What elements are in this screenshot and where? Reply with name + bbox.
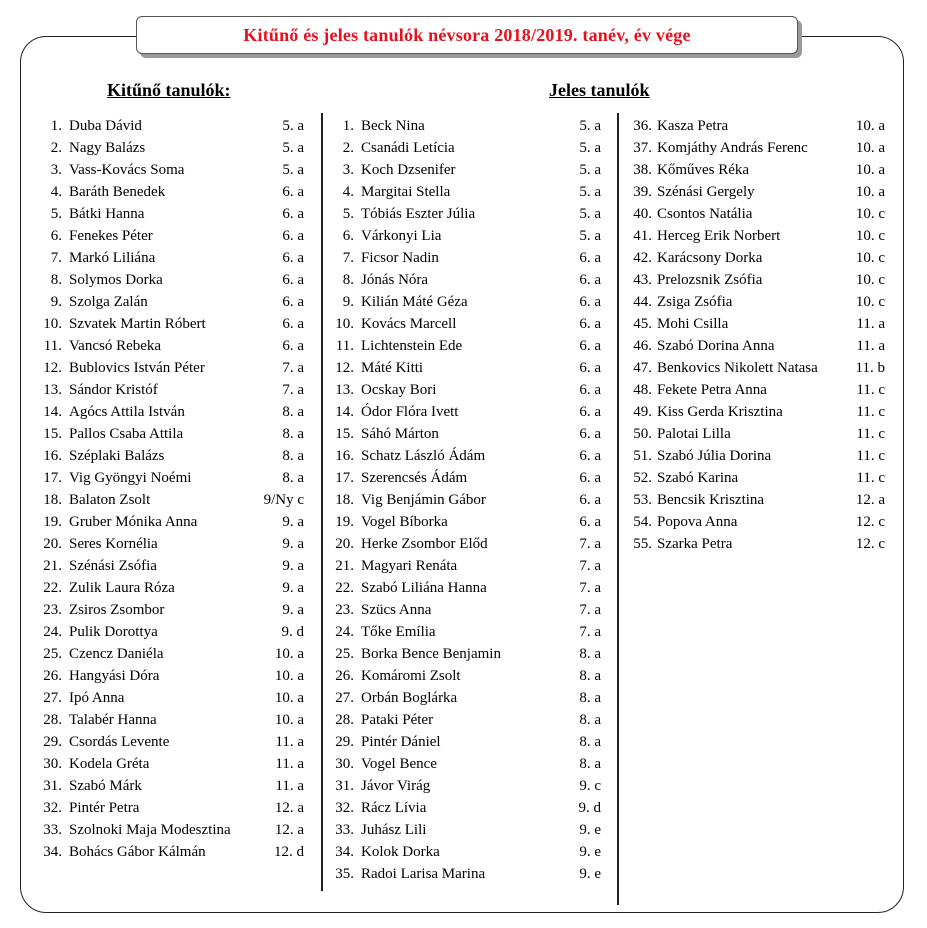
student-class: 9/Ny c bbox=[263, 492, 304, 508]
student-class: 7. a bbox=[579, 602, 601, 618]
student-name: Szarka Petra bbox=[657, 536, 733, 552]
item-number: 17. bbox=[43, 470, 62, 486]
student-name: Zsiros Zsombor bbox=[69, 602, 165, 618]
student-class: 7. a bbox=[579, 624, 601, 640]
student-name: Tőke Emília bbox=[361, 624, 436, 640]
kituno-heading: Kitűnő tanulók: bbox=[107, 80, 231, 100]
item-number: 45. bbox=[633, 316, 652, 332]
student-name: Vig Benjámin Gábor bbox=[361, 492, 486, 508]
item-number: 1. bbox=[50, 118, 62, 134]
item-number: 54. bbox=[633, 514, 652, 530]
item-number: 48. bbox=[633, 382, 652, 398]
student-name: Szénási Zsófia bbox=[69, 558, 157, 574]
student-name: Jónás Nóra bbox=[361, 272, 429, 288]
student-name: Jávor Virág bbox=[361, 778, 431, 794]
item-number: 21. bbox=[43, 558, 62, 574]
student-class: 8. a bbox=[282, 426, 304, 442]
item-number: 30. bbox=[335, 756, 354, 772]
item-number: 12. bbox=[43, 360, 62, 376]
student-name: Borka Bence Benjamin bbox=[361, 646, 501, 662]
student-name: Orbán Boglárka bbox=[361, 690, 458, 706]
student-class: 6. a bbox=[282, 316, 304, 332]
item-number: 19. bbox=[335, 514, 354, 530]
item-number: 11. bbox=[43, 338, 62, 354]
student-name: Popova Anna bbox=[657, 514, 738, 530]
student-name: Herceg Erik Norbert bbox=[657, 228, 781, 244]
student-class: 10. a bbox=[855, 140, 885, 156]
item-number: 3. bbox=[50, 162, 62, 178]
student-class: 9. e bbox=[579, 866, 601, 882]
item-number: 16. bbox=[43, 448, 62, 464]
student-name: Fekete Petra Anna bbox=[657, 382, 767, 398]
item-number: 12. bbox=[335, 360, 354, 376]
student-class: 12. a bbox=[855, 492, 885, 508]
student-class: 12. d bbox=[274, 844, 304, 860]
item-number: 32. bbox=[43, 800, 62, 816]
student-class: 6. a bbox=[579, 272, 601, 288]
student-class: 11. c bbox=[856, 382, 885, 398]
student-class: 5. a bbox=[579, 228, 601, 244]
student-name: Máté Kitti bbox=[361, 360, 424, 376]
student-name: Juhász Lili bbox=[361, 822, 427, 838]
item-number: 26. bbox=[335, 668, 354, 684]
student-name: Ódor Flóra Ivett bbox=[361, 404, 459, 420]
student-name: Agócs Attila István bbox=[69, 404, 185, 420]
student-name: Szücs Anna bbox=[361, 602, 432, 618]
student-name: Ipó Anna bbox=[69, 690, 125, 706]
student-class: 9. a bbox=[282, 602, 304, 618]
student-name: Radoi Larisa Marina bbox=[361, 866, 486, 882]
student-class: 8. a bbox=[282, 448, 304, 464]
student-class: 6. a bbox=[579, 448, 601, 464]
student-name: Bublovics István Péter bbox=[69, 360, 205, 376]
item-number: 9. bbox=[50, 294, 62, 310]
item-number: 47. bbox=[633, 360, 652, 376]
item-number: 42. bbox=[633, 250, 652, 266]
student-name: Baráth Benedek bbox=[69, 184, 166, 200]
student-class: 6. a bbox=[579, 426, 601, 442]
item-number: 20. bbox=[43, 536, 62, 552]
student-name: Csordás Levente bbox=[69, 734, 170, 750]
student-class: 7. a bbox=[579, 580, 601, 596]
item-number: 7. bbox=[50, 250, 62, 266]
student-class: 11. a bbox=[275, 756, 304, 772]
student-class: 10. c bbox=[855, 294, 885, 310]
student-name: Sándor Kristóf bbox=[69, 382, 158, 398]
student-class: 8. a bbox=[579, 690, 601, 706]
item-number: 35. bbox=[335, 866, 354, 882]
student-name: Szénási Gergely bbox=[657, 184, 755, 200]
student-class: 10. c bbox=[855, 228, 885, 244]
student-class: 11. a bbox=[856, 338, 885, 354]
student-class: 10. a bbox=[274, 712, 304, 728]
student-name: Seres Kornélia bbox=[69, 536, 158, 552]
student-name: Fenekes Péter bbox=[69, 228, 153, 244]
student-name: Kovács Marcell bbox=[361, 316, 457, 332]
student-class: 11. b bbox=[855, 360, 885, 376]
student-name: Csanádi Letícia bbox=[361, 140, 455, 156]
student-name: Lichtenstein Ede bbox=[361, 338, 463, 354]
item-number: 33. bbox=[335, 822, 354, 838]
student-name: Benkovics Nikolett Natasa bbox=[657, 360, 818, 376]
student-class: 5. a bbox=[579, 162, 601, 178]
student-class: 10. a bbox=[274, 668, 304, 684]
student-name: Szabó Márk bbox=[69, 778, 142, 794]
student-class: 5. a bbox=[282, 118, 304, 134]
item-number: 32. bbox=[335, 800, 354, 816]
item-number: 31. bbox=[43, 778, 62, 794]
item-number: 5. bbox=[342, 206, 354, 222]
student-class: 6. a bbox=[282, 184, 304, 200]
student-name: Talabér Hanna bbox=[69, 712, 157, 728]
student-name: Karácsony Dorka bbox=[657, 250, 763, 266]
student-class: 10. c bbox=[855, 206, 885, 222]
student-name: Margitai Stella bbox=[361, 184, 451, 200]
student-class: 6. a bbox=[579, 404, 601, 420]
student-name: Pulik Dorottya bbox=[69, 624, 158, 640]
item-number: 18. bbox=[43, 492, 62, 508]
student-class: 8. a bbox=[579, 646, 601, 662]
student-name: Palotai Lilla bbox=[657, 426, 731, 442]
student-class: 5. a bbox=[579, 140, 601, 156]
item-number: 43. bbox=[633, 272, 652, 288]
student-name: Vig Gyöngyi Noémi bbox=[69, 470, 192, 486]
student-name: Duba Dávid bbox=[69, 118, 142, 134]
student-class: 6. a bbox=[579, 360, 601, 376]
student-class: 11. a bbox=[275, 734, 304, 750]
item-number: 29. bbox=[43, 734, 62, 750]
item-number: 28. bbox=[43, 712, 62, 728]
item-number: 5. bbox=[50, 206, 62, 222]
student-name: Pintér Petra bbox=[69, 800, 140, 816]
item-number: 13. bbox=[335, 382, 354, 398]
student-name: Bátki Hanna bbox=[69, 206, 145, 222]
student-class: 6. a bbox=[579, 294, 601, 310]
item-number: 10. bbox=[335, 316, 354, 332]
page-title: Kitűnő és jeles tanulók névsora 2018/2019. tanév, év vége bbox=[243, 24, 691, 45]
student-class: 7. a bbox=[579, 536, 601, 552]
item-number: 33. bbox=[43, 822, 62, 838]
student-name: Herke Zsombor Előd bbox=[361, 536, 488, 552]
student-class: 8. a bbox=[579, 756, 601, 772]
student-name: Balaton Zsolt bbox=[69, 492, 151, 508]
student-class: 12. a bbox=[274, 822, 304, 838]
item-number: 20. bbox=[335, 536, 354, 552]
student-name: Várkonyi Lia bbox=[361, 228, 442, 244]
item-number: 55. bbox=[633, 536, 652, 552]
item-number: 4. bbox=[342, 184, 354, 200]
jeles-heading: Jeles tanulók bbox=[549, 80, 650, 100]
item-number: 15. bbox=[43, 426, 62, 442]
item-number: 44. bbox=[633, 294, 652, 310]
item-number: 40. bbox=[633, 206, 652, 222]
item-number: 19. bbox=[43, 514, 62, 530]
student-class: 7. a bbox=[282, 382, 304, 398]
student-name: Vogel Bíborka bbox=[361, 514, 448, 530]
item-number: 39. bbox=[633, 184, 652, 200]
student-name: Pallos Csaba Attila bbox=[69, 426, 184, 442]
item-number: 46. bbox=[633, 338, 652, 354]
student-name: Pintér Dániel bbox=[361, 734, 441, 750]
item-number: 34. bbox=[335, 844, 354, 860]
student-name: Komjáthy András Ferenc bbox=[657, 140, 808, 156]
item-number: 38. bbox=[633, 162, 652, 178]
student-class: 11. c bbox=[856, 426, 885, 442]
item-number: 17. bbox=[335, 470, 354, 486]
student-name: Komáromi Zsolt bbox=[361, 668, 461, 684]
item-number: 23. bbox=[43, 602, 62, 618]
item-number: 51. bbox=[633, 448, 652, 464]
item-number: 24. bbox=[43, 624, 62, 640]
item-number: 52. bbox=[633, 470, 652, 486]
item-number: 11. bbox=[335, 338, 354, 354]
student-class: 12. a bbox=[274, 800, 304, 816]
student-class: 9. a bbox=[282, 580, 304, 596]
item-number: 22. bbox=[43, 580, 62, 596]
item-number: 22. bbox=[335, 580, 354, 596]
item-number: 7. bbox=[342, 250, 354, 266]
student-class: 9. a bbox=[282, 536, 304, 552]
item-number: 53. bbox=[633, 492, 652, 508]
item-number: 29. bbox=[335, 734, 354, 750]
student-name: Széplaki Balázs bbox=[69, 448, 165, 464]
student-class: 6. a bbox=[579, 382, 601, 398]
student-name: Sáhó Márton bbox=[361, 426, 439, 442]
item-number: 14. bbox=[335, 404, 354, 420]
student-class: 11. c bbox=[856, 404, 885, 420]
student-class: 11. a bbox=[856, 316, 885, 332]
student-class: 6. a bbox=[579, 514, 601, 530]
item-number: 16. bbox=[335, 448, 354, 464]
student-class: 11. a bbox=[275, 778, 304, 794]
student-class: 6. a bbox=[579, 316, 601, 332]
student-class: 5. a bbox=[579, 206, 601, 222]
student-class: 9. e bbox=[579, 844, 601, 860]
student-class: 8. a bbox=[579, 668, 601, 684]
student-class: 6. a bbox=[282, 206, 304, 222]
item-number: 4. bbox=[50, 184, 62, 200]
student-class: 8. a bbox=[579, 712, 601, 728]
student-name: Kiss Gerda Krisztina bbox=[657, 404, 783, 420]
student-class: 10. a bbox=[855, 184, 885, 200]
student-name: Mohi Csilla bbox=[657, 316, 729, 332]
student-class: 8. a bbox=[282, 470, 304, 486]
student-class: 12. c bbox=[855, 514, 885, 530]
student-class: 6. a bbox=[579, 470, 601, 486]
student-name: Vass-Kovács Soma bbox=[69, 162, 185, 178]
student-name: Solymos Dorka bbox=[69, 272, 163, 288]
student-name: Ocskay Bori bbox=[361, 382, 437, 398]
item-number: 25. bbox=[335, 646, 354, 662]
student-class: 10. a bbox=[274, 690, 304, 706]
item-number: 24. bbox=[335, 624, 354, 640]
student-name: Koch Dzsenifer bbox=[361, 162, 456, 178]
item-number: 49. bbox=[633, 404, 652, 420]
student-name: Pataki Péter bbox=[361, 712, 434, 728]
student-class: 6. a bbox=[579, 338, 601, 354]
item-number: 13. bbox=[43, 382, 62, 398]
item-number: 27. bbox=[335, 690, 354, 706]
student-class: 6. a bbox=[282, 338, 304, 354]
item-number: 2. bbox=[342, 140, 354, 156]
student-name: Markó Liliána bbox=[69, 250, 156, 266]
student-name: Szolnoki Maja Modesztina bbox=[69, 822, 231, 838]
student-name: Kilián Máté Géza bbox=[361, 294, 468, 310]
student-class: 12. c bbox=[855, 536, 885, 552]
student-name: Czencz Daniéla bbox=[69, 646, 164, 662]
student-name: Prelozsnik Zsófia bbox=[657, 272, 763, 288]
student-class: 9. c bbox=[579, 778, 601, 794]
item-number: 10. bbox=[43, 316, 62, 332]
student-name: Kasza Petra bbox=[657, 118, 729, 134]
student-name: Beck Nina bbox=[361, 118, 425, 134]
item-number: 25. bbox=[43, 646, 62, 662]
student-class: 6. a bbox=[282, 228, 304, 244]
student-name: Kodela Gréta bbox=[69, 756, 150, 772]
item-number: 31. bbox=[335, 778, 354, 794]
student-class: 5. a bbox=[282, 162, 304, 178]
item-number: 34. bbox=[43, 844, 62, 860]
student-class: 10. a bbox=[274, 646, 304, 662]
student-name: Csontos Natália bbox=[657, 206, 753, 222]
student-class: 7. a bbox=[579, 558, 601, 574]
student-name: Szvatek Martin Róbert bbox=[69, 316, 206, 332]
item-number: 26. bbox=[43, 668, 62, 684]
student-name: Rácz Lívia bbox=[361, 800, 427, 816]
item-number: 21. bbox=[335, 558, 354, 574]
item-number: 1. bbox=[342, 118, 354, 134]
student-name: Szabó Júlia Dorina bbox=[657, 448, 772, 464]
item-number: 9. bbox=[342, 294, 354, 310]
student-class: 10. a bbox=[855, 162, 885, 178]
student-name: Zsiga Zsófia bbox=[657, 294, 733, 310]
item-number: 50. bbox=[633, 426, 652, 442]
student-name: Szolga Zalán bbox=[69, 294, 148, 310]
student-name: Szabó Liliána Hanna bbox=[361, 580, 487, 596]
item-number: 15. bbox=[335, 426, 354, 442]
student-name: Vogel Bence bbox=[361, 756, 437, 772]
title-box bbox=[136, 16, 798, 54]
student-name: Zulik Laura Róza bbox=[69, 580, 175, 596]
student-class: 9. d bbox=[578, 800, 601, 816]
student-class: 7. a bbox=[282, 360, 304, 376]
student-name: Kolok Dorka bbox=[361, 844, 440, 860]
student-name: Nagy Balázs bbox=[69, 140, 146, 156]
item-number: 14. bbox=[43, 404, 62, 420]
item-number: 23. bbox=[335, 602, 354, 618]
student-class: 6. a bbox=[282, 294, 304, 310]
student-class: 5. a bbox=[579, 118, 601, 134]
item-number: 6. bbox=[50, 228, 62, 244]
student-class: 6. a bbox=[282, 272, 304, 288]
student-class: 6. a bbox=[579, 492, 601, 508]
item-number: 36. bbox=[633, 118, 652, 134]
student-class: 5. a bbox=[579, 184, 601, 200]
student-name: Szabó Karina bbox=[657, 470, 739, 486]
student-name: Bencsik Krisztina bbox=[657, 492, 765, 508]
item-number: 28. bbox=[335, 712, 354, 728]
student-name: Szabó Dorina Anna bbox=[657, 338, 775, 354]
student-class: 5. a bbox=[282, 140, 304, 156]
student-class: 6. a bbox=[282, 250, 304, 266]
student-name: Hangyási Dóra bbox=[69, 668, 160, 684]
student-class: 10. c bbox=[855, 250, 885, 266]
item-number: 41. bbox=[633, 228, 652, 244]
item-number: 37. bbox=[633, 140, 652, 156]
item-number: 30. bbox=[43, 756, 62, 772]
student-name: Magyari Renáta bbox=[361, 558, 458, 574]
student-name: Schatz László Ádám bbox=[361, 448, 486, 464]
student-name: Szerencsés Ádám bbox=[361, 470, 468, 486]
student-class: 11. c bbox=[856, 470, 885, 486]
student-name: Tóbiás Eszter Júlia bbox=[361, 206, 476, 222]
item-number: 27. bbox=[43, 690, 62, 706]
student-class: 9. d bbox=[281, 624, 304, 640]
student-class: 10. a bbox=[855, 118, 885, 134]
item-number: 18. bbox=[335, 492, 354, 508]
item-number: 3. bbox=[342, 162, 354, 178]
student-class: 10. c bbox=[855, 272, 885, 288]
student-name: Bohács Gábor Kálmán bbox=[69, 844, 206, 860]
item-number: 6. bbox=[342, 228, 354, 244]
student-class: 6. a bbox=[579, 250, 601, 266]
student-class: 11. c bbox=[856, 448, 885, 464]
student-class: 8. a bbox=[579, 734, 601, 750]
student-name: Kőműves Réka bbox=[657, 162, 750, 178]
student-class: 8. a bbox=[282, 404, 304, 420]
student-name: Ficsor Nadin bbox=[361, 250, 439, 266]
student-class: 9. a bbox=[282, 558, 304, 574]
student-name: Gruber Mónika Anna bbox=[69, 514, 198, 530]
student-class: 9. e bbox=[579, 822, 601, 838]
student-class: 9. a bbox=[282, 514, 304, 530]
item-number: 8. bbox=[342, 272, 354, 288]
item-number: 2. bbox=[50, 140, 62, 156]
student-name: Vancsó Rebeka bbox=[69, 338, 162, 354]
item-number: 8. bbox=[50, 272, 62, 288]
